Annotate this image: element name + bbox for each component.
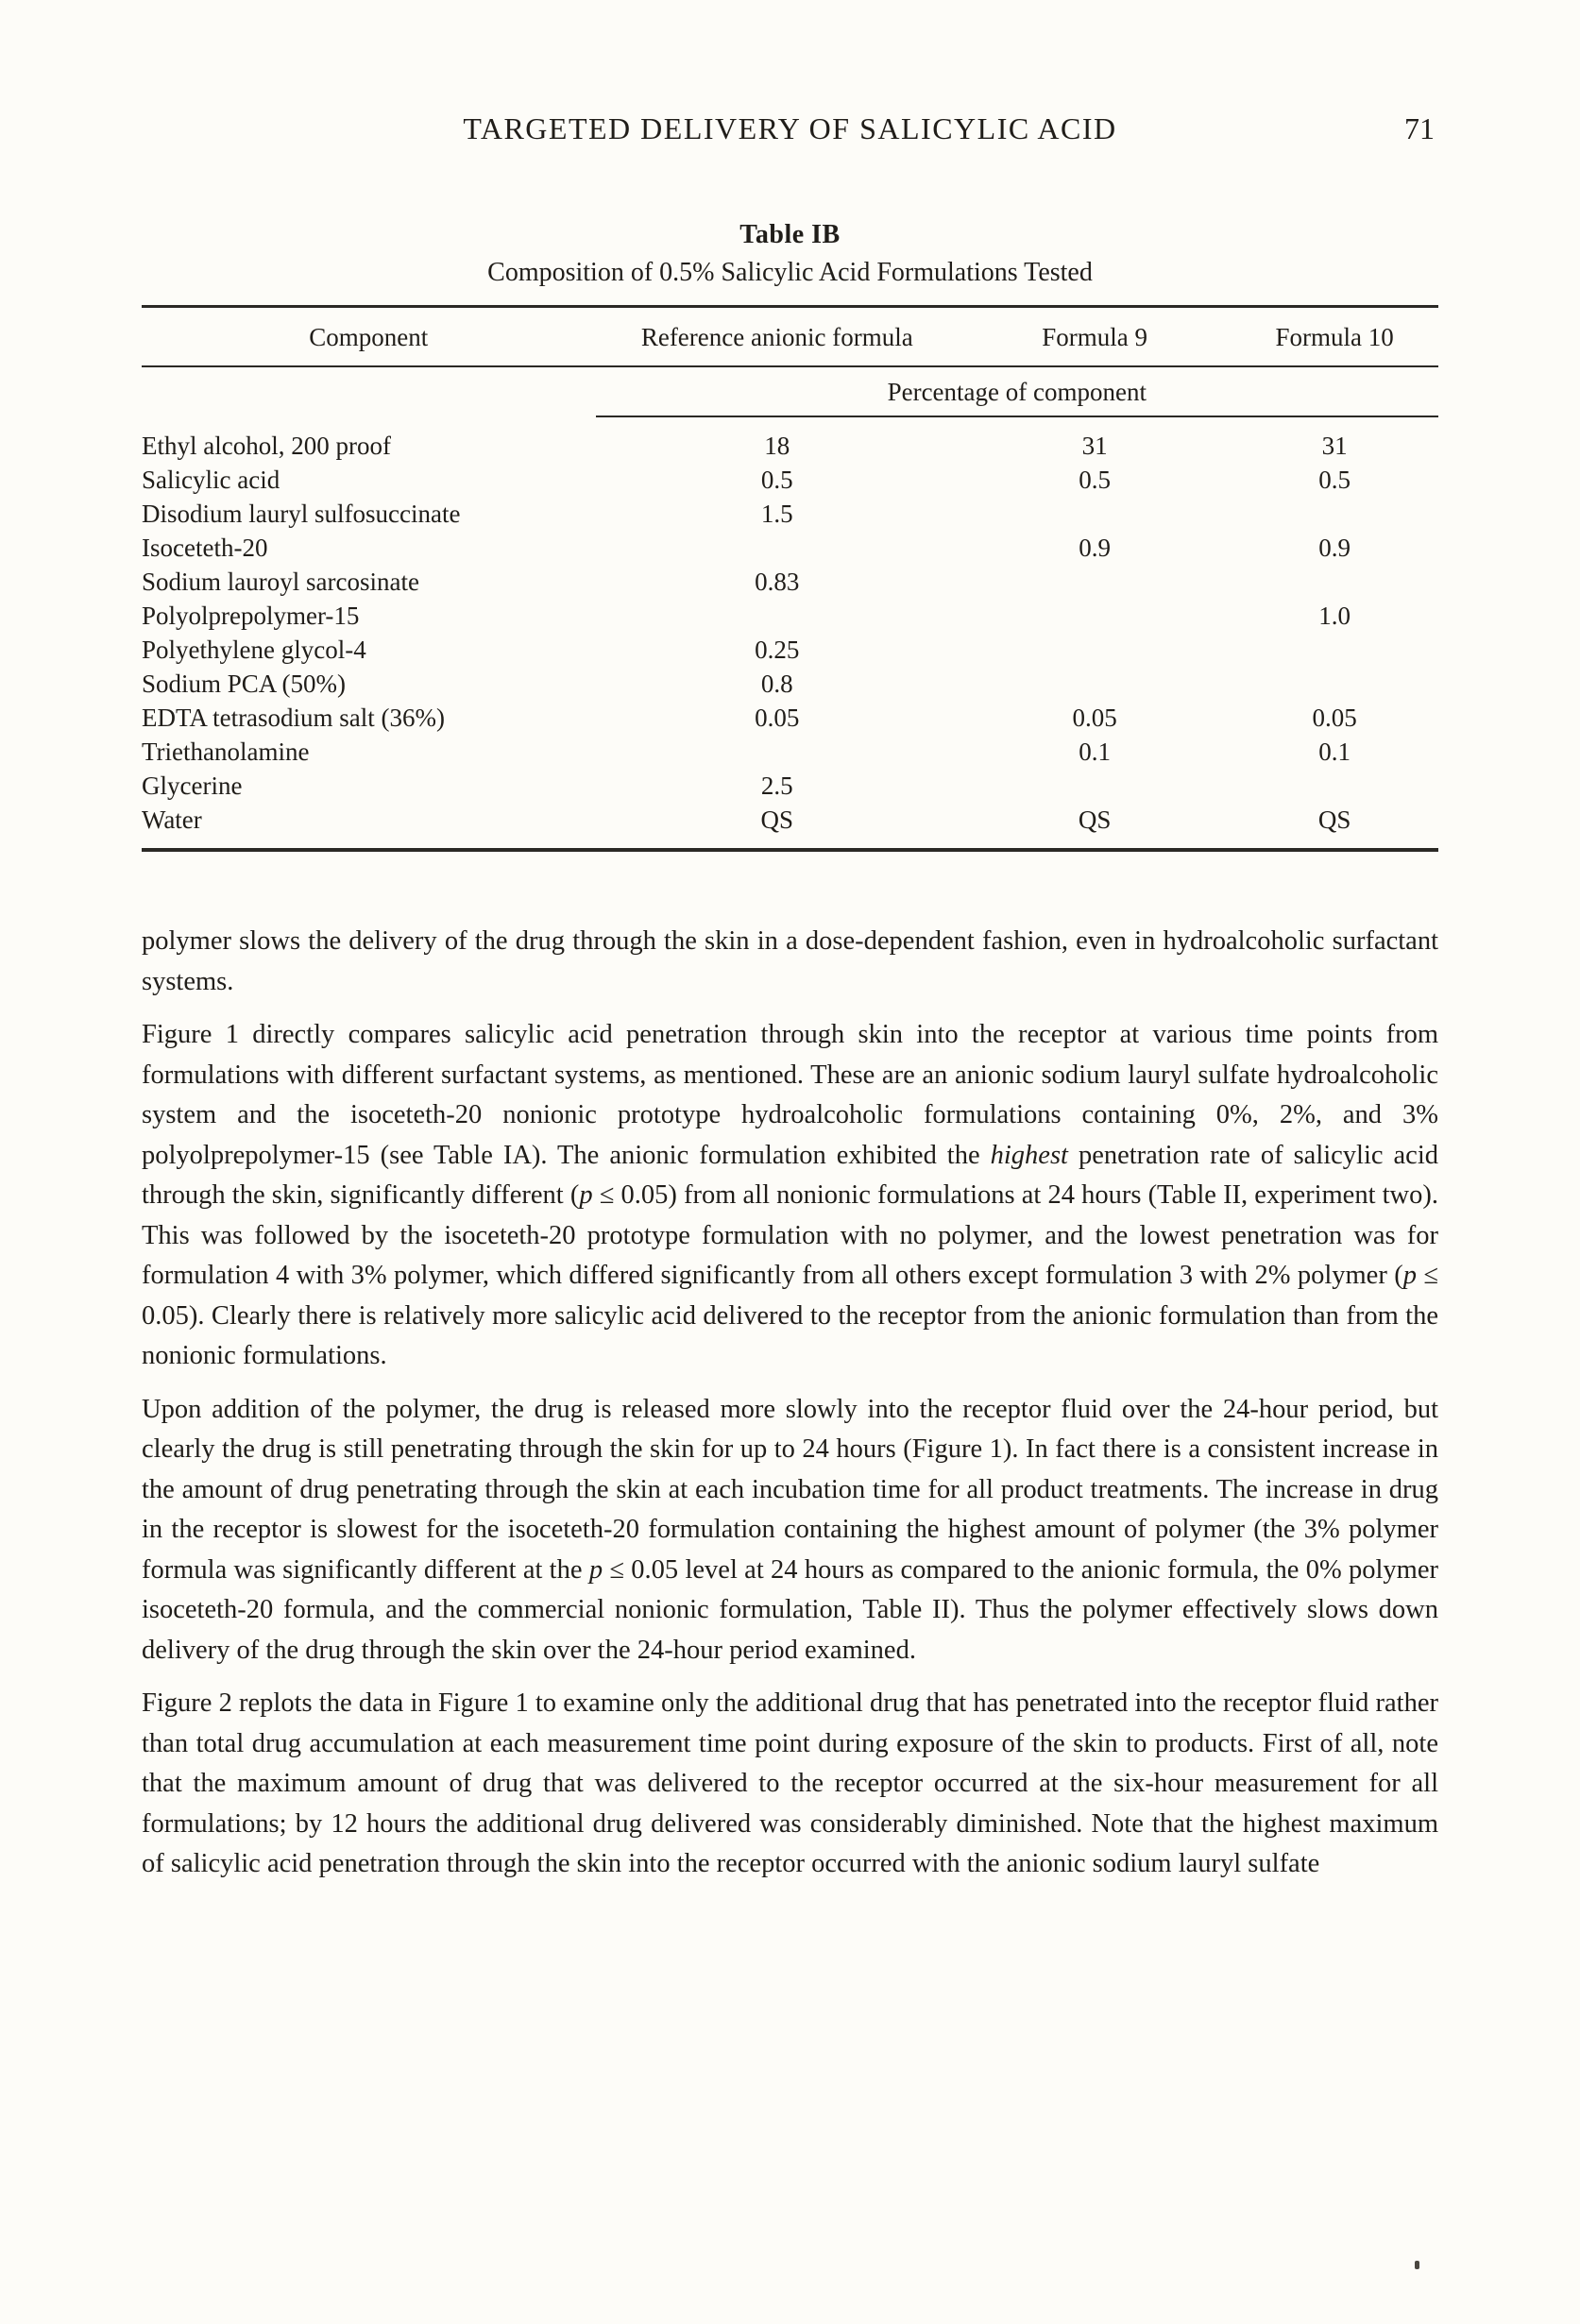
table-row [142, 701, 1438, 735]
component-cell: Ethyl alcohol, 200 proof [142, 432, 391, 460]
component-cell: Glycerine [142, 772, 243, 800]
component-cell: Polyolprepolymer-15 [142, 602, 360, 630]
reference-value-cell: 0.83 [755, 568, 800, 596]
subheader-spacer [142, 366, 596, 416]
reference-value-cell: 0.05 [755, 704, 800, 732]
paragraph: Upon addition of the polymer, the drug is released more slowly into the receptor fluid over the 24-hour period, but clearly the drug is still penetrating through the skin for up to 24 hours (Figure 1). In fact there is a consistent increase in the amount of drug penetrating through the skin at each incubation time for all product treatments. The increase in drug in the receptor is slowest for the isoceteth-20 formulation containing the highest amount of polymer (the 3% polymer formula was significantly different at the p ≤ 0.05 level at 24 hours as compared to the anionic formula, the 0% polymer isoceteth-20 formula, and the commercial nonionic formulation, Table II). Thus the polymer effectively slows down delivery of the drug through the skin over the 24-hour period examined. [142, 1394, 1438, 1665]
col-header-reference-anionic-formula: Reference anionic formula [596, 307, 959, 367]
article-body [142, 922, 1438, 1885]
formula10-value-cell [1231, 769, 1438, 803]
formula10-value-cell [1231, 667, 1438, 701]
col-header-formula-10: Formula 10 [1231, 307, 1438, 367]
table-row [142, 565, 1438, 599]
reference-value-cell [596, 531, 959, 565]
paragraph: polymer slows the delivery of the drug through the skin in a dose-dependent fashion, even in hydroalcoholic surfactant systems. [142, 926, 1438, 996]
table-row [142, 463, 1438, 497]
page-number: 71 [1404, 111, 1435, 145]
formula9-value-cell: 0.1 [1079, 738, 1112, 766]
formula9-value-cell [959, 565, 1231, 599]
component-cell: Triethanolamine [142, 738, 310, 766]
formula10-value-cell: 31 [1321, 432, 1348, 460]
reference-value-cell: 18 [764, 432, 790, 460]
reference-value-cell: 0.25 [755, 636, 800, 664]
component-cell: Sodium PCA (50%) [142, 670, 347, 698]
table-row [142, 531, 1438, 565]
reference-value-cell: QS [760, 806, 794, 834]
table-subheader-row [142, 366, 1438, 416]
reference-value-cell: 1.5 [760, 500, 793, 528]
component-cell: Salicylic acid [142, 466, 280, 494]
formula10-value-cell [1231, 565, 1438, 599]
formula10-value-cell: QS [1317, 806, 1351, 834]
reference-value-cell [596, 599, 959, 633]
reference-value-cell: 0.5 [760, 466, 793, 494]
subheader-percentage-of-component: Percentage of component [596, 366, 1438, 416]
formula9-value-cell [959, 667, 1231, 701]
component-cell: Isoceteth-20 [142, 534, 268, 562]
table-row [142, 416, 1438, 463]
scan-artifact-mark [1415, 2261, 1419, 2269]
component-cell: Sodium lauroyl sarcosinate [142, 568, 419, 596]
formula9-value-cell: 0.5 [1079, 466, 1112, 494]
table-head [142, 307, 1438, 417]
component-cell: Polyethylene glycol-4 [142, 636, 366, 664]
formula9-value-cell [959, 633, 1231, 667]
formula10-value-cell [1231, 633, 1438, 667]
reference-value-cell [596, 735, 959, 769]
col-header-formula-9: Formula 9 [959, 307, 1231, 367]
table-row [142, 599, 1438, 633]
component-cell: Water [142, 806, 202, 834]
table-row [142, 735, 1438, 769]
table-caption: Composition of 0.5% Salicylic Acid Formulations Tested [487, 258, 1093, 287]
formulations-table [142, 305, 1438, 852]
reference-value-cell: 2.5 [760, 772, 793, 800]
formula9-value-cell: 31 [1081, 432, 1108, 460]
formula10-value-cell: 0.5 [1318, 466, 1351, 494]
formula10-value-cell: 1.0 [1318, 602, 1351, 630]
table-body [142, 416, 1438, 850]
table-label: Table IB [739, 220, 841, 249]
formula10-value-cell: 0.9 [1318, 534, 1351, 562]
formula10-value-cell: 0.05 [1312, 704, 1357, 732]
table-row [142, 633, 1438, 667]
reference-value-cell: 0.8 [760, 670, 793, 698]
table-header-row [142, 307, 1438, 367]
paragraph: Figure 1 directly compares salicylic acid penetration through skin into the receptor at various time points from formulations with different surfactant systems, as mentioned. These are an anionic sodium lauryl sulfate hydroalcoholic system and the isoceteth-20 nonionic prototype hydroalcoholic formulations containing 0%, 2%, and 3% polyolprepolymer-15 (see Table IA). The anionic formulation exhibited the highest penetration rate of salicylic acid through the skin, significantly different (p ≤ 0.05) from all nonionic formulations at 24 hours (Table II, experiment two). This was followed by the isoceteth-20 prototype formulation with no polymer, and the lowest penetration was for formulation 4 with 3% polymer, which differed significantly from all others except formulation 3 with 2% polymer (p ≤ 0.05). Clearly there is relatively more salicylic acid delivered to the receptor from the anionic formulation than from the nonionic formulations. [142, 1020, 1438, 1370]
formula10-value-cell [1231, 497, 1438, 531]
page-header [142, 111, 1438, 146]
running-head-title: TARGETED DELIVERY OF SALICYLIC ACID [463, 111, 1117, 145]
formula9-value-cell [959, 769, 1231, 803]
formula9-value-cell: QS [1078, 806, 1112, 834]
table-row [142, 497, 1438, 531]
table-row [142, 667, 1438, 701]
formula9-value-cell: 0.9 [1079, 534, 1112, 562]
paragraph: Figure 2 replots the data in Figure 1 to examine only the additional drug that has penetrated into the receptor fluid rather than total drug accumulation at each measurement time point during exposure of the skin to products. First of all, note that the maximum amount of drug that was delivered to the receptor occurred at the six-hour measurement for all formulations; by 12 hours the additional drug delivered was considerably diminished. Note that the highest maximum of salicylic acid penetration through the skin into the receptor occurred with the anionic sodium lauryl sulfate [142, 1688, 1438, 1878]
formula9-value-cell [959, 599, 1231, 633]
formula9-value-cell: 0.05 [1072, 704, 1117, 732]
formula10-value-cell: 0.1 [1318, 738, 1351, 766]
component-cell: Disodium lauryl sulfosuccinate [142, 500, 461, 528]
table-row [142, 803, 1438, 850]
table-row [142, 769, 1438, 803]
table-block [142, 220, 1438, 852]
component-cell: EDTA tetrasodium salt (36%) [142, 704, 446, 732]
formula9-value-cell [959, 497, 1231, 531]
col-header-component: Component [142, 307, 596, 367]
